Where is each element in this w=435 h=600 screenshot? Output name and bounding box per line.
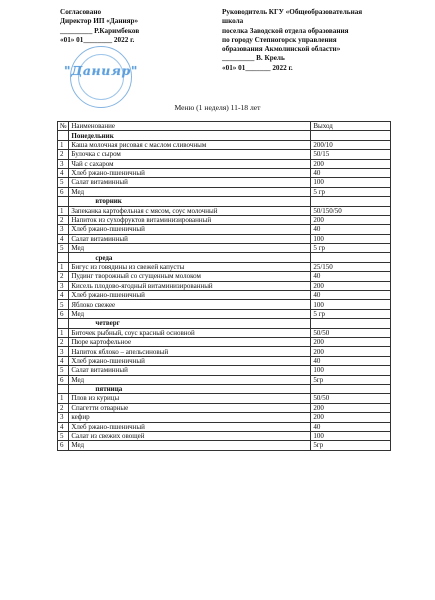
- day-row-out-cell: [311, 131, 391, 140]
- item-portion: 200: [311, 159, 391, 168]
- table-row: [58, 309, 391, 318]
- item-portion: 200: [311, 215, 391, 224]
- item-number: 5: [58, 244, 69, 253]
- header-out: Выход: [311, 122, 391, 131]
- item-number: 2: [58, 215, 69, 224]
- day-row-num-cell: [58, 131, 69, 140]
- item-number: 3: [58, 225, 69, 234]
- header-num: №: [58, 122, 69, 131]
- item-portion: 100: [311, 431, 391, 440]
- item-number: 4: [58, 291, 69, 300]
- table-row: [58, 234, 391, 243]
- item-portion: 100: [311, 234, 391, 243]
- item-name: Мед: [69, 187, 311, 196]
- day-row-out-cell: [311, 253, 391, 262]
- head-title-line4: по городу Степногорск управления: [222, 35, 337, 44]
- item-portion: 5гр: [311, 375, 391, 384]
- item-number: 4: [58, 356, 69, 365]
- day-heading: вторник: [69, 197, 311, 206]
- item-name: Мед: [69, 309, 311, 318]
- item-name: Хлеб ржано-пшеничный: [69, 291, 311, 300]
- item-number: 1: [58, 262, 69, 271]
- head-title-line1: Руководитель КГУ «Общеобразовательная: [222, 8, 363, 16]
- item-number: 1: [58, 394, 69, 403]
- item-name: Яблоко свежее: [69, 300, 311, 309]
- menu-table: [57, 121, 391, 451]
- item-number: 4: [58, 422, 69, 431]
- table-row: [58, 337, 391, 346]
- item-name: Салат из свежих овощей: [69, 431, 311, 440]
- item-name: Хлеб ржано-пшеничный: [69, 422, 311, 431]
- table-row: [58, 281, 391, 290]
- item-portion: 5 гр: [311, 309, 391, 318]
- table-row: [58, 403, 391, 412]
- item-portion: 40: [311, 422, 391, 431]
- item-portion: 40: [311, 168, 391, 177]
- item-name: Хлеб ржано-пшеничный: [69, 225, 311, 234]
- item-portion: 200: [311, 403, 391, 412]
- approval-date-right: «01» 01_______ 2022 г.: [222, 63, 293, 72]
- item-name: Биточек рыбный, соус красный основной: [69, 328, 311, 337]
- item-name: Хлеб ржано-пшеничный: [69, 356, 311, 365]
- item-portion: 100: [311, 300, 391, 309]
- table-row: [58, 328, 391, 337]
- item-number: 6: [58, 441, 69, 450]
- item-name: Напиток яблоко – апельсиновый: [69, 347, 311, 356]
- approval-block-right: [222, 8, 422, 73]
- item-portion: 200: [311, 281, 391, 290]
- item-portion: 40: [311, 225, 391, 234]
- head-signature-line: _________ В. Крель: [222, 54, 285, 63]
- item-portion: 5гр: [311, 441, 391, 450]
- table-row: [58, 422, 391, 431]
- day-row-num-cell: [58, 197, 69, 206]
- item-name: Запеканка картофельная с мясом, соус молочный: [69, 206, 311, 215]
- table-row: [58, 225, 391, 234]
- item-number: 6: [58, 375, 69, 384]
- item-number: 4: [58, 168, 69, 177]
- item-portion: 40: [311, 356, 391, 365]
- table-row: [58, 441, 391, 450]
- head-title-line5: образования Акмолинской области»: [222, 45, 341, 54]
- table-header-row: [58, 122, 391, 131]
- day-row-num-cell: [58, 384, 69, 393]
- director-title: Директор ИП «Данияр»: [60, 17, 139, 26]
- approval-block-left: [60, 8, 210, 45]
- head-title-line2: школа: [222, 17, 244, 26]
- item-name: Бигус из говядины из свежей капусты: [69, 262, 311, 271]
- day-row-out-cell: [311, 384, 391, 393]
- item-name: Каша молочная рисовая с маслом сливочным: [69, 140, 311, 149]
- table-row: [58, 150, 391, 159]
- table-row: [58, 206, 391, 215]
- approval-date-left: «01» 01________ 2022 г.: [60, 35, 135, 44]
- day-row: [58, 384, 391, 393]
- day-row-out-cell: [311, 319, 391, 328]
- item-number: 2: [58, 403, 69, 412]
- item-portion: 100: [311, 366, 391, 375]
- item-portion: 50/150/50: [311, 206, 391, 215]
- item-portion: 25/150: [311, 262, 391, 271]
- item-name: Напиток из сухофруктов витаминизированный: [69, 215, 311, 224]
- item-number: 5: [58, 300, 69, 309]
- item-name: Салат витаминный: [69, 234, 311, 243]
- table-row: [58, 394, 391, 403]
- item-number: 3: [58, 413, 69, 422]
- table-row: [58, 187, 391, 196]
- item-portion: 5 гр: [311, 187, 391, 196]
- item-number: 6: [58, 187, 69, 196]
- director-signature-line: _________ Р.Каримбеков: [60, 26, 140, 35]
- item-number: 5: [58, 178, 69, 187]
- item-portion: 50/50: [311, 328, 391, 337]
- day-row: [58, 131, 391, 140]
- item-name: Плов из курицы: [69, 394, 311, 403]
- table-row: [58, 291, 391, 300]
- header-name: Наименование: [69, 122, 311, 131]
- table-row: [58, 300, 391, 309]
- head-title-line3: поселка Заводской отдела образования: [222, 26, 349, 35]
- item-number: 3: [58, 347, 69, 356]
- item-number: 1: [58, 206, 69, 215]
- item-portion: 5 гр: [311, 244, 391, 253]
- menu-title: Меню (1 неделя) 11-18 лет: [174, 103, 261, 112]
- item-number: 3: [58, 159, 69, 168]
- day-row: [58, 253, 391, 262]
- table-row: [58, 159, 391, 168]
- item-portion: 50/15: [311, 150, 391, 159]
- approval-label: Согласовано: [60, 8, 102, 16]
- item-name: кефир: [69, 413, 311, 422]
- item-portion: 200: [311, 347, 391, 356]
- day-row: [58, 197, 391, 206]
- table-row: [58, 168, 391, 177]
- table-row: [58, 366, 391, 375]
- item-number: 5: [58, 431, 69, 440]
- item-portion: 200/10: [311, 140, 391, 149]
- item-name: Салат витаминный: [69, 178, 311, 187]
- table-row: [58, 244, 391, 253]
- item-name: Хлеб ржано-пшеничный: [69, 168, 311, 177]
- item-portion: 40: [311, 272, 391, 281]
- stamp-text: "Данияр": [64, 63, 138, 78]
- day-heading: Понедельник: [69, 131, 311, 140]
- item-number: 1: [58, 328, 69, 337]
- table-row: [58, 356, 391, 365]
- item-name: Пудинг творожный со сгущенным молоком: [69, 272, 311, 281]
- item-number: 2: [58, 272, 69, 281]
- item-portion: 100: [311, 178, 391, 187]
- table-row: [58, 178, 391, 187]
- item-number: 1: [58, 140, 69, 149]
- item-name: Спагетти отварные: [69, 403, 311, 412]
- item-number: 3: [58, 281, 69, 290]
- item-name: Чай с сахаром: [69, 159, 311, 168]
- item-portion: 200: [311, 413, 391, 422]
- item-name: Булочка с сыром: [69, 150, 311, 159]
- item-number: 5: [58, 366, 69, 375]
- table-row: [58, 215, 391, 224]
- item-portion: 50/50: [311, 394, 391, 403]
- item-name: Кисель плодово-ягодный витаминизированный: [69, 281, 311, 290]
- day-heading: среда: [69, 253, 311, 262]
- table-row: [58, 140, 391, 149]
- table-row: [58, 262, 391, 271]
- day-row-num-cell: [58, 319, 69, 328]
- item-portion: 40: [311, 291, 391, 300]
- item-number: 2: [58, 337, 69, 346]
- table-row: [58, 431, 391, 440]
- table-row: [58, 272, 391, 281]
- day-row-num-cell: [58, 253, 69, 262]
- item-number: 6: [58, 309, 69, 318]
- table-row: [58, 347, 391, 356]
- day-row: [58, 319, 391, 328]
- item-portion: 200: [311, 337, 391, 346]
- table-row: [58, 375, 391, 384]
- item-number: 4: [58, 234, 69, 243]
- item-name: Мед: [69, 441, 311, 450]
- item-number: 2: [58, 150, 69, 159]
- day-heading: пятница: [69, 384, 311, 393]
- item-name: Пюре картофельное: [69, 337, 311, 346]
- table-row: [58, 413, 391, 422]
- item-name: Мед: [69, 244, 311, 253]
- item-name: Салат витаминный: [69, 366, 311, 375]
- item-name: Мед: [69, 375, 311, 384]
- day-row-out-cell: [311, 197, 391, 206]
- day-heading: четверг: [69, 319, 311, 328]
